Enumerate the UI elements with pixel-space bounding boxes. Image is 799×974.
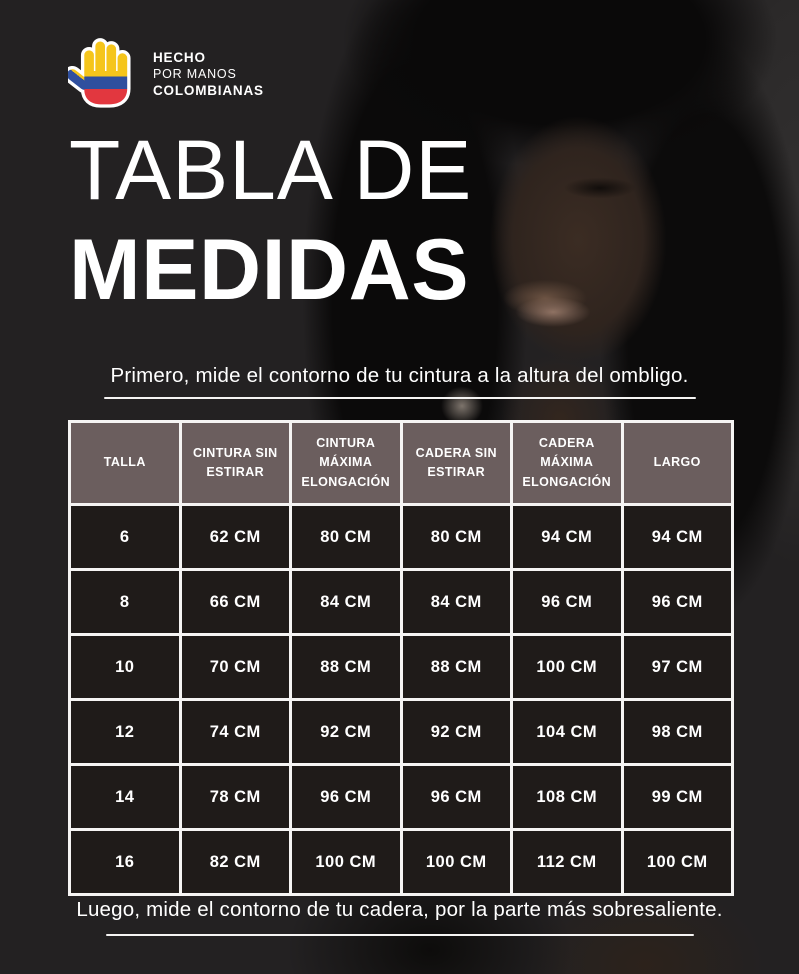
instruction-hip-underline bbox=[106, 934, 694, 936]
table-cell: 74 CM bbox=[180, 700, 291, 765]
table-cell: 84 CM bbox=[401, 570, 512, 635]
instruction-hip-text: Luego, mide el contorno de tu cadera, por la parte más sobresaliente. bbox=[76, 898, 723, 921]
brand-word-colombianas: COLOMBIANAS bbox=[153, 83, 264, 98]
page-title bbox=[69, 121, 472, 322]
table-cell: 96 CM bbox=[291, 765, 402, 830]
column-header-largo: LARGO bbox=[622, 422, 733, 505]
page-title-line-1: TABLA DE bbox=[69, 123, 473, 217]
table-cell: 96 CM bbox=[512, 570, 623, 635]
brand-wordmark bbox=[153, 49, 264, 100]
table-row-talla-8 bbox=[70, 570, 733, 635]
column-header-cadera-sin-estirar: CADERA SIN ESTIRAR bbox=[401, 422, 512, 505]
table-cell: 104 CM bbox=[512, 700, 623, 765]
table-cell: 88 CM bbox=[401, 635, 512, 700]
table-cell: 70 CM bbox=[180, 635, 291, 700]
column-header-cadera-maxima-elongacion: CADERA MÁXIMA ELONGACIÓN bbox=[512, 422, 623, 505]
brand-word-por-manos: POR MANOS bbox=[153, 67, 237, 81]
size-table bbox=[68, 420, 734, 896]
page-title-line-2: MEDIDAS bbox=[69, 222, 470, 319]
table-cell: 12 bbox=[70, 700, 181, 765]
table-row-talla-10 bbox=[70, 635, 733, 700]
table-cell: 108 CM bbox=[512, 765, 623, 830]
table-cell: 80 CM bbox=[291, 505, 402, 570]
instruction-waist bbox=[0, 364, 799, 399]
table-cell: 8 bbox=[70, 570, 181, 635]
column-header-talla: TALLA bbox=[70, 422, 181, 505]
table-cell: 94 CM bbox=[512, 505, 623, 570]
table-cell: 97 CM bbox=[622, 635, 733, 700]
table-cell: 66 CM bbox=[180, 570, 291, 635]
table-cell: 100 CM bbox=[401, 830, 512, 895]
table-cell: 96 CM bbox=[401, 765, 512, 830]
table-cell: 80 CM bbox=[401, 505, 512, 570]
table-row-talla-14 bbox=[70, 765, 733, 830]
table-row-talla-16 bbox=[70, 830, 733, 895]
table-cell: 84 CM bbox=[291, 570, 402, 635]
table-cell: 100 CM bbox=[622, 830, 733, 895]
column-header-cintura-sin-estirar: CINTURA SIN ESTIRAR bbox=[180, 422, 291, 505]
table-cell: 6 bbox=[70, 505, 181, 570]
instruction-waist-underline bbox=[104, 397, 696, 399]
brand-logo bbox=[68, 32, 264, 116]
instruction-hip bbox=[0, 898, 799, 936]
table-cell: 62 CM bbox=[180, 505, 291, 570]
table-cell: 82 CM bbox=[180, 830, 291, 895]
table-cell: 94 CM bbox=[622, 505, 733, 570]
table-row-talla-6 bbox=[70, 505, 733, 570]
table-cell: 112 CM bbox=[512, 830, 623, 895]
column-header-cintura-maxima-elongacion: CINTURA MÁXIMA ELONGACIÓN bbox=[291, 422, 402, 505]
header-row bbox=[70, 422, 733, 505]
size-table-header bbox=[70, 422, 733, 505]
table-cell: 100 CM bbox=[291, 830, 402, 895]
table-cell: 88 CM bbox=[291, 635, 402, 700]
table-row-talla-12 bbox=[70, 700, 733, 765]
table-cell: 99 CM bbox=[622, 765, 733, 830]
table-cell: 92 CM bbox=[401, 700, 512, 765]
table-cell: 10 bbox=[70, 635, 181, 700]
table-cell: 16 bbox=[70, 830, 181, 895]
size-table-body bbox=[70, 505, 733, 895]
brand-word-hecho: HECHO bbox=[153, 49, 206, 65]
table-cell: 92 CM bbox=[291, 700, 402, 765]
table-cell: 14 bbox=[70, 765, 181, 830]
colombian-flag-hand-icon bbox=[68, 32, 142, 116]
table-cell: 100 CM bbox=[512, 635, 623, 700]
instruction-waist-text: Primero, mide el contorno de tu cintura a la altura del ombligo. bbox=[110, 364, 689, 387]
table-cell: 96 CM bbox=[622, 570, 733, 635]
table-cell: 78 CM bbox=[180, 765, 291, 830]
table-cell: 98 CM bbox=[622, 700, 733, 765]
